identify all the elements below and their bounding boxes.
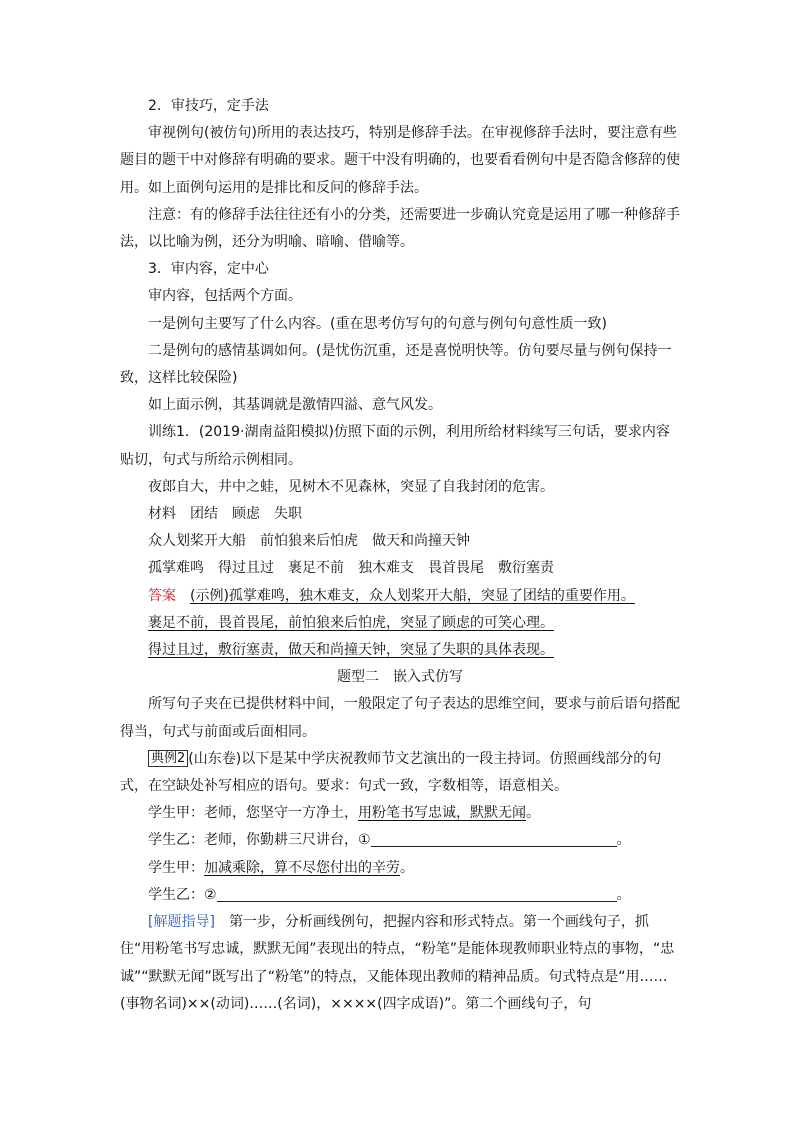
dialog-line-4 — [120, 882, 680, 909]
example-2-label: 典例2 — [148, 750, 188, 767]
answer-text-2: 裹足不前，畏首畏尾，前怕狼来后怕虎，突显了顾虑的可笑心理。 — [148, 614, 554, 631]
material-word: 顾虑 — [232, 506, 260, 523]
dialog-line-1 — [120, 800, 680, 827]
material-idiom: 畏首畏尾 — [428, 560, 484, 577]
answer-blank-1[interactable] — [371, 829, 617, 847]
materials-label: 材料 — [148, 506, 176, 523]
section-3-paragraph-3: 二是例句的感情基调如何。(是忧伤沉重，还是喜悦明快等。仿句要尽量与例句保持一致，这样比较保险) — [120, 342, 672, 387]
example-2 — [120, 746, 680, 800]
document-page — [120, 93, 680, 1018]
section-3-paragraph-1: 审内容，包括两个方面。 — [148, 288, 302, 305]
dialog-1-prefix: 学生甲：老师，您坚守一方净土， — [148, 805, 358, 822]
answer-text-1: (示例)孤掌难鸣，独木难支，众人划桨开大船，突显了团结的重要作用。 — [190, 587, 635, 604]
example-2-text: (山东卷)以下是某中学庆祝教师节文艺演出的一段主持词。仿照画线部分的句式，在空缺处补写相应的语句。要求：句式一致，字数相等，语意相关。 — [120, 750, 662, 795]
dialog-4-prefix: 学生乙：② — [148, 886, 217, 903]
solution-guide — [120, 909, 680, 1018]
dialog-3-prefix: 学生甲： — [148, 859, 204, 876]
dialog-3-suffix: 。 — [400, 859, 414, 876]
dialog-1-underlined: 用粉笔书写忠诚，默默无闻 — [358, 805, 526, 822]
section-3-title: 3．审内容，定中心 — [148, 261, 269, 278]
type-2-paragraph: 所写句子夹在已提供材料中间，一般限定了句子表达的思维空间，要求与前后语句搭配得当，句式与前面或后面相同。 — [120, 696, 680, 740]
training-1 — [120, 419, 680, 473]
section-2-paragraph-1: 审视例句(被仿句)所用的表达技巧，特别是修辞手法。在审视修辞手法时，要注意有些题目的题干中对修辞有明确的要求。题干中没有明确的，也要看看例句中是否隐含修辞的使用。如上面例句运用的是排比和反问的修辞手法。 — [120, 125, 680, 196]
solution-guide-label: [解题指导] — [148, 914, 215, 931]
material-phrase: 做天和尚撞天钟 — [372, 533, 470, 550]
section-2-title: 2．审技巧，定手法 — [148, 98, 269, 114]
dialog-2-suffix: 。 — [616, 832, 631, 849]
dialog-1-suffix: 。 — [526, 805, 540, 822]
type-2-heading: 题型二 嵌入式仿写 — [337, 669, 463, 686]
material-idiom: 独木难支 — [358, 560, 414, 577]
dialog-2-prefix: 学生乙：老师，你勤耕三尺讲台，① — [148, 832, 371, 849]
answer-blank-2[interactable] — [217, 884, 617, 902]
material-word: 团结 — [190, 506, 218, 523]
material-idiom: 得过且过 — [218, 560, 274, 577]
answer-text-3: 得过且过，敷衍塞责，做天和尚撞天钟，突显了失职的具体表现。 — [148, 642, 554, 659]
material-phrase: 前怕狼来后怕虎 — [260, 533, 358, 550]
training-1-text: 仿照下面的示例，利用所给材料续写三句话，要求内容贴切，句式与所给示例相同。 — [120, 424, 670, 468]
answer-line-3 — [120, 637, 680, 664]
answer-label: 答案 — [148, 587, 176, 604]
section-3-paragraph-4: 如上面示例，其基调就是激情四溢、意气风发。 — [148, 397, 442, 414]
dialog-line-3 — [120, 855, 680, 882]
materials-row-2 — [120, 528, 680, 555]
materials-row-1 — [120, 501, 680, 528]
dialog-line-2 — [120, 827, 680, 854]
material-idiom: 孤掌难鸣 — [148, 560, 204, 577]
section-3-paragraph-2: 一是例句主要写了什么内容。(重在思考仿写句的句意与例句句意性质一致) — [148, 315, 607, 332]
section-2-paragraph-2: 注意：有的修辞手法往往还有小的分类，还需要进一步确认究竟是运用了哪一种修辞手法，以比喻为例，还分为明喻、暗喻、借喻等。 — [120, 206, 680, 251]
material-idiom: 裹足不前 — [288, 560, 344, 577]
answer-line-1 — [120, 583, 680, 610]
dialog-4-suffix: 。 — [616, 886, 631, 903]
material-idiom: 敷衍塞责 — [498, 560, 554, 577]
answer-line-2 — [120, 610, 680, 637]
material-phrase: 众人划桨开大船 — [148, 533, 246, 550]
example-sentence: 夜郎自大，井中之蛙，见树木不见森林，突显了自我封闭的危害。 — [148, 478, 554, 495]
material-word: 失职 — [274, 506, 302, 523]
training-1-lead: 训练1．(2019·湖南益阳模拟) — [148, 424, 334, 441]
materials-row-3 — [120, 555, 680, 582]
solution-guide-text: 第一步，分析画线例句，把握内容和形式特点。第一个画线句子，抓住“用粉笔书写忠诚，默默无闻”表现出的特点，“粉笔”是能体现教师职业特点的事物，“忠诚”“默默无闻”既写出了“粉笔”的特点，又能体现出教师的精神品质。句式特点是“用……(事物名词)××(动词)……(名词)，××××(四字成语)”。第二个画线句子，句 — [120, 914, 675, 1012]
dialog-3-underlined: 加减乘除，算不尽您付出的辛劳 — [204, 859, 400, 876]
